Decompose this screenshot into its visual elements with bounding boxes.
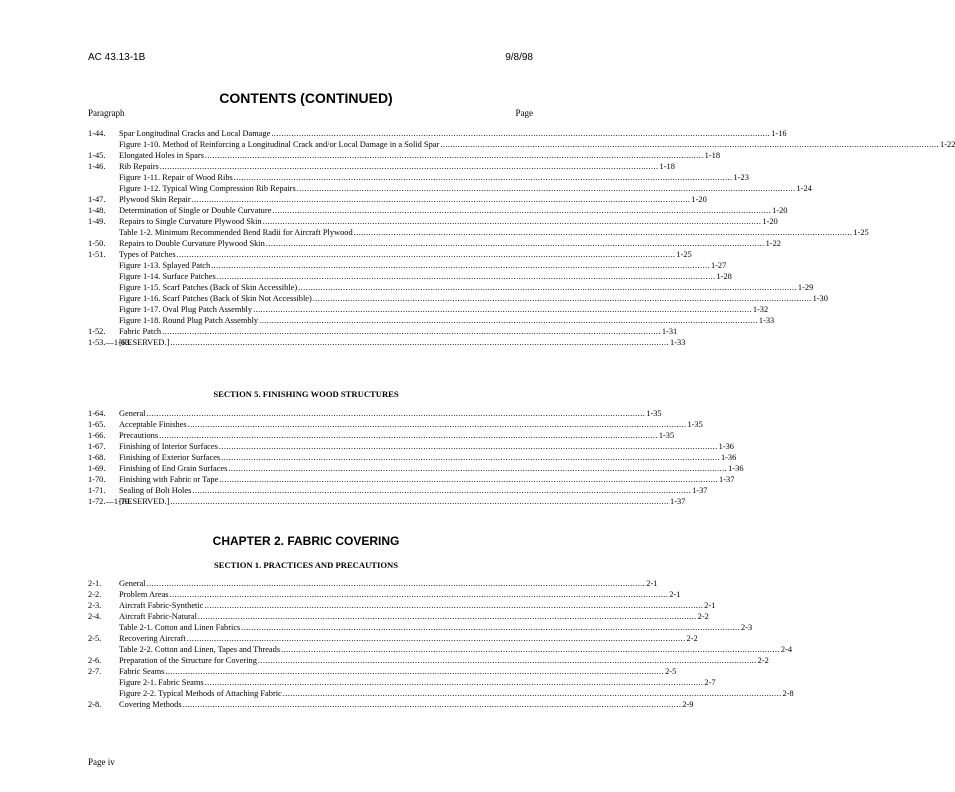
toc-page-number: 1-22 — [765, 238, 781, 248]
toc-entry-title: Figure 1-15. Scarf Patches (Back of Skin Accessible) — [119, 282, 298, 292]
toc-entry — [88, 326, 678, 337]
toc-entry-title: Covering Methods — [119, 699, 182, 709]
dot-leader: ........................................................................................................................................................................................................ — [272, 205, 772, 215]
toc-entry — [88, 579, 658, 589]
toc-page-number: 2-1 — [704, 600, 716, 610]
dot-leader: ........................................................................................................................................................................................................ — [191, 194, 691, 204]
toc-paragraph-number: 1-46. — [88, 161, 106, 171]
dot-leader: ........................................................................................................................................................................................................ — [353, 227, 853, 237]
dot-leader: ........................................................................................................................................................................................................ — [146, 409, 646, 418]
toc-entry-title: Figure 1-13. Splayed Patch — [119, 260, 211, 270]
toc-page-number: 1-18 — [659, 161, 675, 171]
toc-page-number: 2-2 — [757, 655, 769, 665]
section5-heading: SECTION 5. FINISHING WOOD STRUCTURES — [213, 389, 399, 399]
page-number: Page iv — [88, 757, 115, 767]
document-id: AC 43.13-1B — [88, 52, 146, 63]
toc-entry-title: Acceptable Finishes — [119, 419, 187, 429]
toc-entry-title: Finishing of Interior Surfaces — [119, 441, 218, 451]
toc-paragraph-number: 1-67. — [88, 441, 106, 451]
toc-entry-title: Figure 1-17. Oval Plug Patch Assembly — [119, 304, 253, 314]
toc-page-number: 1-27 — [710, 260, 727, 270]
toc-sub-entry — [88, 644, 793, 655]
toc-page-number: 1-33 — [670, 337, 686, 347]
toc-paragraph-number: 1-51. — [88, 249, 106, 259]
toc-paragraph-number: 1-45. — [88, 150, 106, 160]
toc-paragraph-number: 1-44. — [88, 129, 106, 138]
toc-paragraph-number: 1-71. — [88, 485, 106, 495]
toc-entry-title: Determination of Single or Double Curvature — [119, 205, 272, 215]
toc-page-number: 1-31 — [661, 326, 678, 336]
toc-page-number: 1-25 — [853, 227, 869, 237]
toc-sub-entry — [88, 622, 753, 633]
toc-paragraph-number: 1-47. — [88, 194, 106, 204]
dot-leader: ........................................................................................................................................................................................................ — [271, 129, 771, 138]
dot-leader: ........................................................................................................................................................................................................ — [204, 677, 704, 687]
toc-paragraph-number: 1-49. — [88, 216, 106, 226]
toc-page-number: 1-29 — [797, 282, 814, 292]
toc-page-number: 2-9 — [682, 699, 694, 709]
toc-paragraph-number: 1-66. — [88, 430, 106, 440]
toc-entry-title: Figure 1-11. Repair of Wood Ribs — [119, 172, 233, 182]
dot-leader: ........................................................................................................................................................................................................ — [221, 452, 720, 462]
toc-entry — [88, 441, 734, 452]
toc-page-number: 2-1 — [646, 579, 658, 588]
toc-entry — [88, 666, 677, 677]
dot-leader: ........................................................................................................................................................................................................ — [165, 666, 665, 676]
toc-entry — [88, 633, 698, 644]
dot-leader: ........................................................................................................................................................................................................ — [170, 496, 670, 506]
dot-leader: ........................................................................................................................................................................................................ — [219, 474, 719, 484]
toc-entry-title: Finishing with Fabric or Tape — [119, 474, 219, 484]
toc-page-number: 1-16 — [771, 129, 787, 138]
toc-entry-title: Figure 1-14. Surface Patches — [119, 271, 216, 281]
toc-entry-title: Figure 1-18. Round Plug Patch Assembly — [119, 315, 259, 325]
toc-paragraph-number: 2-1. — [88, 579, 102, 588]
toc-entry — [88, 430, 675, 441]
toc-entry — [88, 419, 703, 430]
toc-entry-title: Aircraft Fabric-Synthetic — [119, 600, 204, 610]
toc-entry-title: Fabric Patch — [119, 326, 162, 336]
toc-paragraph-number: 2-6. — [88, 655, 102, 665]
column-header-paragraph: Paragraph — [88, 108, 125, 118]
toc-entry-title: General — [119, 409, 146, 418]
dot-leader: ........................................................................................................................................................................................................ — [216, 271, 716, 281]
toc-entry-title: Figure 1-16. Scarf Patches (Back of Skin Not Accessible) — [119, 293, 312, 303]
dot-leader: ........................................................................................................................................................................................................ — [187, 419, 687, 429]
toc-entry — [88, 216, 778, 227]
dot-leader: ........................................................................................................................................................................................................ — [228, 463, 728, 473]
toc-page-number: 1-24 — [796, 183, 812, 193]
toc-page-number: 1-36 — [718, 441, 734, 451]
toc-page-number: 1-18 — [704, 150, 721, 160]
toc-sub-entry — [88, 271, 732, 282]
toc-sub-entry — [88, 677, 716, 688]
toc-page-number: 1-28 — [716, 271, 732, 281]
dot-leader: ........................................................................................................................................................................................................ — [192, 485, 692, 495]
dot-leader: ........................................................................................................................................................................................................ — [159, 161, 659, 171]
toc-entry-title: Repairs to Single Curvature Plywood Skin — [119, 216, 262, 226]
toc-page-number: 1-37 — [670, 496, 686, 506]
toc-sub-entry — [88, 260, 727, 271]
dot-leader: ........................................................................................................................................................................................................ — [159, 430, 658, 440]
toc-paragraph-number: 1-72.—1-79. — [88, 496, 132, 506]
toc-paragraph-number: 2-3. — [88, 600, 102, 610]
toc-sub-entry — [88, 304, 769, 315]
dot-leader: ........................................................................................................................................................................................................ — [296, 183, 796, 193]
toc-entry-title: Preparation of the Structure for Covering — [119, 655, 257, 665]
toc-entry-title: Table 1-2. Minimum Recommended Bend Radii for Aircraft Plywood — [119, 227, 353, 237]
chapter2-heading: CHAPTER 2. FABRIC COVERING — [212, 534, 400, 548]
column-header-page: Page — [515, 108, 533, 118]
dot-leader: ........................................................................................................................................................................................................ — [440, 139, 940, 149]
toc-sub-entry — [88, 293, 828, 304]
toc-paragraph-number: 2-5. — [88, 633, 102, 643]
toc-entry-title: Spar Longitudinal Cracks and Local Damage — [119, 129, 271, 138]
toc-entry-title: General — [119, 579, 146, 588]
document-date: 9/8/98 — [505, 52, 533, 63]
toc-entry-title: Precautions — [119, 430, 159, 440]
toc-entry-title: Repairs to Double Curvature Plywood Skin — [119, 238, 265, 248]
dot-leader: ........................................................................................................................................................................................................ — [253, 304, 752, 314]
dot-leader: ........................................................................................................................................................................................................ — [162, 326, 661, 336]
toc-page-number: 2-8 — [782, 688, 794, 698]
toc-paragraph-number: 1-64. — [88, 409, 106, 418]
toc-entry-title: Finishing of End Grain Surfaces — [119, 463, 228, 473]
dot-leader: ........................................................................................................................................................................................................ — [186, 633, 686, 643]
toc-entry-title: Elongated Holes in Spars — [119, 150, 204, 160]
toc-entry-title: Rib Repairs — [119, 161, 159, 171]
toc-entry — [88, 463, 744, 474]
toc-entry — [88, 238, 781, 249]
toc-entry — [88, 409, 662, 419]
dot-leader: ........................................................................................................................................................................................................ — [241, 622, 741, 632]
toc-entry-title: Problem Areas — [119, 589, 169, 599]
dot-leader: ........................................................................................................................................................................................................ — [182, 699, 682, 709]
dot-leader: ........................................................................................................................................................................................................ — [146, 579, 646, 588]
toc-paragraph-number: 1-70. — [88, 474, 106, 484]
toc-entry — [88, 611, 709, 622]
toc-page-number: 1-36 — [720, 452, 737, 462]
toc-sub-entry — [88, 315, 775, 326]
toc-entry — [88, 337, 686, 348]
toc-entry — [88, 452, 737, 463]
toc-page-number: 1-36 — [728, 463, 744, 473]
toc-page-number: 1-30 — [812, 293, 828, 303]
toc-entry-title: Table 2-1. Cotton and Linen Fabrics — [119, 622, 241, 632]
toc-entry — [88, 205, 788, 216]
toc-entry-title: Figure 2-2. Typical Methods of Attaching Fabric — [119, 688, 282, 698]
toc-page-number: 1-37 — [719, 474, 735, 484]
toc-paragraph-number: 1-69. — [88, 463, 106, 473]
toc-entry-title: Types of Patches — [119, 249, 176, 259]
toc-page-number: 1-35 — [687, 419, 703, 429]
toc-entry-title: Figure 1-10. Method of Reinforcing a Longitudinal Crack and/or Local Damage in a Solid Spar — [119, 139, 440, 149]
toc-page-number: 2-1 — [669, 589, 681, 599]
toc-sub-entry — [88, 282, 814, 293]
dot-leader: ........................................................................................................................................................................................................ — [312, 293, 812, 303]
dot-leader: ........................................................................................................................................................................................................ — [282, 688, 782, 698]
toc-paragraph-number: 1-53.—1-63. — [88, 337, 132, 347]
toc-entry-title: Figure 2-1. Fabric Seams — [119, 677, 204, 687]
toc-paragraph-number: 1-48. — [88, 205, 106, 215]
dot-leader: ........................................................................................................................................................................................................ — [257, 655, 757, 665]
dot-leader: ........................................................................................................................................................................................................ — [204, 150, 704, 160]
toc-entry — [88, 699, 694, 710]
dot-leader: ........................................................................................................................................................................................................ — [218, 441, 718, 451]
dot-leader: ........................................................................................................................................................................................................ — [265, 238, 765, 248]
toc-page-number: 1-22 — [940, 139, 955, 149]
dot-leader: ........................................................................................................................................................................................................ — [204, 600, 704, 610]
toc-paragraph-number: 1-50. — [88, 238, 106, 248]
toc-page-number: 2-7 — [704, 677, 716, 687]
toc-page-number: 2-2 — [686, 633, 698, 643]
toc-entry-title: Recovering Aircraft — [119, 633, 186, 643]
toc-entry — [88, 655, 769, 666]
toc-page-number: 1-37 — [692, 485, 708, 495]
toc-page-number: 1-20 — [762, 216, 778, 226]
toc-entry — [88, 589, 681, 600]
toc-entry — [88, 161, 675, 172]
toc-entry-title: Plywood Skin Repair — [119, 194, 191, 204]
toc-page-number: 1-33 — [758, 315, 775, 325]
toc-page-number: 1-35 — [646, 409, 662, 418]
toc-entry-title: [RESERVED.] — [119, 496, 170, 506]
toc-entry-title: Fabric Seams — [119, 666, 165, 676]
toc-entry — [88, 249, 692, 260]
toc-entry-title: Figure 1-12. Typical Wing Compression Rib Repairs — [119, 183, 296, 193]
dot-leader: ........................................................................................................................................................................................................ — [262, 216, 762, 226]
toc-entry-title: [RESERVED.] — [119, 337, 170, 347]
toc-entry-title: Aircraft Fabric-Natural — [119, 611, 197, 621]
toc-page-number: 1-35 — [658, 430, 675, 440]
toc-paragraph-number: 2-7. — [88, 666, 102, 676]
toc-entry-title: Table 2-2. Cotton and Linen, Tapes and Threads — [119, 644, 281, 654]
toc-sub-entry — [88, 227, 869, 238]
toc-sub-entry — [88, 688, 794, 699]
toc-sub-entry — [88, 172, 749, 183]
toc-page-number: 1-32 — [752, 304, 769, 314]
toc-paragraph-number: 2-8. — [88, 699, 102, 709]
toc-entry-title: Finishing of Exterior Surfaces — [119, 452, 221, 462]
dot-leader: ........................................................................................................................................................................................................ — [211, 260, 710, 270]
toc-paragraph-number: 1-65. — [88, 419, 106, 429]
toc-page-number: 1-20 — [772, 205, 788, 215]
toc-sub-entry — [88, 139, 955, 150]
toc-entry — [88, 496, 686, 507]
chapter2-section1-heading: SECTION 1. PRACTICES AND PRECAUTIONS — [213, 560, 399, 570]
dot-leader: ........................................................................................................................................................................................................ — [281, 644, 780, 654]
toc-paragraph-number: 1-52. — [88, 326, 106, 336]
toc-entry — [88, 485, 708, 496]
toc-entry — [88, 600, 716, 611]
toc-page-number: 1-20 — [691, 194, 707, 204]
toc-entry — [88, 150, 721, 161]
toc-page-number: 2-2 — [697, 611, 709, 621]
dot-leader: ........................................................................................................................................................................................................ — [170, 337, 670, 347]
toc-page-number: 2-5 — [665, 666, 677, 676]
dot-leader: ........................................................................................................................................................................................................ — [259, 315, 758, 325]
toc-entry — [88, 474, 735, 485]
toc-page-number: 2-4 — [780, 644, 793, 654]
dot-leader: ........................................................................................................................................................................................................ — [176, 249, 676, 259]
toc-entry — [88, 194, 707, 205]
dot-leader: ........................................................................................................................................................................................................ — [169, 589, 669, 599]
toc-paragraph-number: 2-2. — [88, 589, 102, 599]
page-title: CONTENTS (CONTINUED) — [219, 90, 393, 106]
toc-entry — [88, 129, 787, 139]
toc-paragraph-number: 2-4. — [88, 611, 102, 621]
dot-leader: ........................................................................................................................................................................................................ — [233, 172, 733, 182]
toc-entry-title: Sealing of Bolt Holes — [119, 485, 192, 495]
toc-page-number: 1-23 — [733, 172, 749, 182]
toc-sub-entry — [88, 183, 812, 194]
toc-page-number: 1-25 — [676, 249, 692, 259]
dot-leader: ........................................................................................................................................................................................................ — [298, 282, 797, 292]
dot-leader: ........................................................................................................................................................................................................ — [197, 611, 697, 621]
toc-paragraph-number: 1-68. — [88, 452, 106, 462]
toc-page-number: 2-3 — [741, 622, 753, 632]
